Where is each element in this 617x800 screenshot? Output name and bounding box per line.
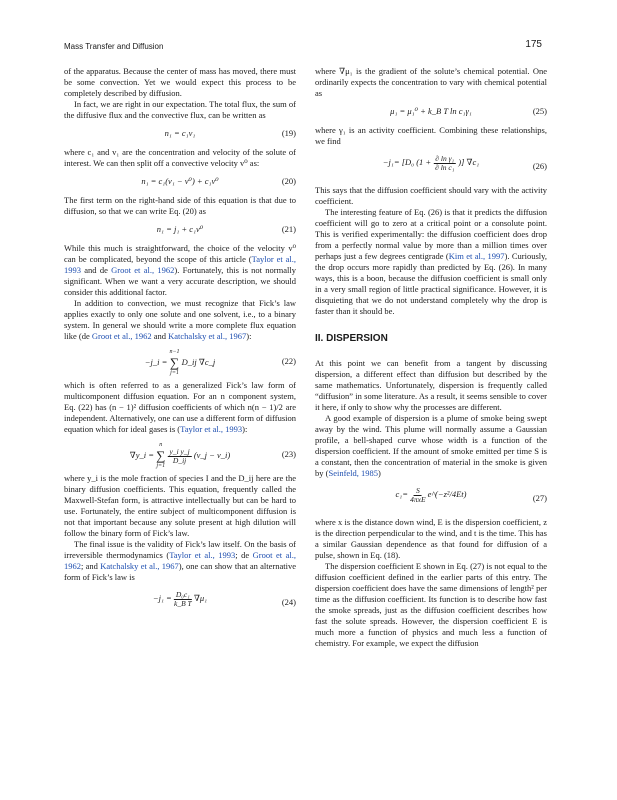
sum-upper: n−1 <box>169 349 180 355</box>
equation-body: n₁ = c₁v₁ <box>164 128 196 138</box>
text: The final issue is the validity of Fick’s law itself. On the basis of irreversible thermodynamics ( <box>64 539 296 560</box>
equation-body <box>130 442 230 470</box>
equation-number: (23) <box>281 449 296 459</box>
citation-link[interactable]: Groot et al., 1962 <box>91 331 152 341</box>
equation-lhs: −j_i = <box>144 356 168 367</box>
equation-body: n₁ = j₁ + c₁v⁰ <box>156 224 204 234</box>
sum-upper: n <box>159 442 163 448</box>
equation-21 <box>64 222 296 238</box>
paragraph <box>64 298 296 342</box>
numerator: y_i y_j <box>169 447 190 456</box>
text: While this much is straightforward, the choice of the velocity v⁰ can be complicated, beyond the scope of this article ( <box>64 243 296 264</box>
text: ), one can show that an alternative form of Fick’s law is <box>64 561 296 582</box>
text: A good example of dispersion is a plume of smoke being swept away by the wind. This plume will normally assume a Gaussian profile, a bell-shaped curve whose width is a function of the dispersion coefficient. If the amount of smoke emitted per time S is a constant, then the concentration of material in the smoke is given by ( <box>315 413 547 478</box>
equation-24 <box>64 588 296 616</box>
text: ): <box>246 331 252 341</box>
equation-26 <box>315 152 547 180</box>
equation-22 <box>64 347 296 375</box>
equation-number: (20) <box>281 176 296 186</box>
fraction <box>167 447 191 465</box>
equation-number: (21) <box>281 224 296 234</box>
equation-lhs: −j₁= [D₀ (1 + <box>382 156 432 167</box>
text: ) <box>378 468 381 478</box>
equation-body <box>396 486 467 504</box>
text: ; de <box>235 550 253 560</box>
paragraph: In fact, we are right in our expectation. The total flux, the sum of the diffusive flux and the convective flux, can be written as <box>64 99 296 120</box>
citation-link[interactable]: Katchalsky et al., 1967 <box>168 331 247 341</box>
citation-link[interactable]: Taylor et al., 1993 <box>169 550 236 560</box>
equation-23 <box>64 440 296 468</box>
equation-number: (27) <box>532 493 547 503</box>
summation: n ∑ j=1 <box>156 442 166 469</box>
equation-rhs: (v_j − v_i) <box>193 449 231 460</box>
paragraph: where ∇μ₁ is the gradient of the solute’s chemical potential. One ordinarily expects the concentration to vary with chemical potential as <box>315 66 547 98</box>
fraction <box>174 590 192 608</box>
equation-number: (24) <box>281 597 296 607</box>
text: ). Curiously, the drop occurs more rapidly than predicted by Eq. (26). In many ways, this is a boon, because the diffusion coefficient is small only in a very small region of little practical significance. However, it is disquieting that we do not understand completely why the drop is faster than it should be. <box>315 251 547 316</box>
equation-rhs: )] ∇c₁ <box>458 156 480 167</box>
text: In addition to convection, we must recognize that Fick’s law applies exactly to only one solute and one solvent, i.e., to a binary system. In general we should write a more complete flux equation like (de <box>64 298 296 341</box>
equation-number: (25) <box>532 106 547 116</box>
equation-body <box>145 349 215 377</box>
equation-rhs: e^(−z²/4Et) <box>427 488 467 499</box>
page-number: 175 <box>525 39 542 50</box>
equation-20 <box>64 174 296 190</box>
equation-number: (26) <box>532 161 547 171</box>
numerator: D₀c₁ <box>175 590 190 599</box>
paragraph <box>64 243 296 298</box>
equation-lhs: c₁= <box>395 488 409 499</box>
paragraph: where γ₁ is an activity coefficient. Combining these relationships, we find <box>315 125 547 146</box>
fraction <box>433 154 456 172</box>
sum-lower: j=1 <box>170 370 179 376</box>
paragraph: The first term on the right-hand side of this equation is that due to diffusion, so that we can write Eq. (20) as <box>64 195 296 216</box>
paragraph: of the apparatus. Because the center of mass has moved, there must be some convection. Yet we would expect this process to be completely described by diffusion. <box>64 66 296 98</box>
fraction <box>410 486 425 504</box>
equation-27 <box>315 484 547 512</box>
left-column <box>64 66 296 621</box>
text: which is often referred to as a generalized Fick’s law form of multicomponent diffusion equation. For an n component system, Eq. (22) has (n − 1)² diffusion coefficients of which n(n − 1)/2 are independent. Alternatively, one can use a different form of diffusion equation which for ideal gases is ( <box>64 380 296 434</box>
equation-number: (22) <box>281 356 296 366</box>
equation-19 <box>64 126 296 142</box>
paragraph: where y_i is the mole fraction of species I and the D_ij here are the binary diffusion coefficients. This equation, frequently called the Maxwell-Stefan form, is attractive intellectually but can be hard to use. Fortunately, the entire subject of multicomponent diffusion is not that important because any solute present at high dilution will follow the binary form of Fick’s law. <box>64 473 296 538</box>
paragraph: where c₁ and v₁ are the concentration and velocity of the solute of interest. We can then split off a convective velocity v⁰ as: <box>64 147 296 168</box>
equation-body <box>383 154 479 172</box>
paragraph: The dispersion coefficient E shown in Eq. (27) is not equal to the diffusion coefficient defined in the earlier parts of this entry. The dispersion coefficient does have the same dimensions of length² per time as the diffusion coefficient. Its function is to describe how fast the smoke spreads, just as the diffusion coefficient describes how fast the solute spreads. However, the dispersion coefficient E is much more a function of physics and much less a function of chemistry. For example, we expect the diffusion <box>315 561 547 648</box>
running-title: Mass Transfer and Diffusion <box>64 42 164 51</box>
text: and de <box>81 265 112 275</box>
paragraph <box>315 413 547 479</box>
numerator: ∂ ln γ₁ <box>435 154 455 163</box>
equation-rhs: ∇μ₁ <box>193 592 208 603</box>
text: The interesting feature of Eq. (26) is that it predicts the diffusion coefficient will go to zero at a critical point or a consolute point. This is verified experimentally: the diffusion coefficient does drop from a perfectly normal value by more than a million times over perhaps just a few degrees centigrade ( <box>315 207 547 261</box>
equation-body: μ₁ = μ₁⁰ + k_B T ln c₁γ₁ <box>390 106 472 116</box>
text: ). Fortunately, this is not normally significant. When we want a very accurate description, we should consider this additional factor. <box>64 265 296 297</box>
paragraph <box>64 380 296 435</box>
numerator: S <box>415 486 420 495</box>
paragraph: where x is the distance down wind, E is the dispersion coefficient, z is the direction perpendicular to the wind, and t is the time. This has a similar Gaussian dependence as that found for diffusion of a pulse, shown in Eq. (18). <box>315 517 547 560</box>
equation-rhs: D_ij ∇c_j <box>181 356 216 367</box>
equation-lhs: ∇y_i = <box>129 449 154 460</box>
equation-body: n₁ = c₁(v₁ − v⁰) + c₁v⁰ <box>141 176 219 186</box>
denominator: D_ij <box>172 456 187 465</box>
right-column <box>315 66 547 649</box>
section-heading: II. DISPERSION <box>315 333 388 344</box>
equation-25 <box>315 104 547 120</box>
text: ): <box>242 424 248 434</box>
paragraph <box>64 539 296 583</box>
summation: n−1 ∑ j=1 <box>169 349 180 376</box>
citation-link[interactable]: Katchalsky et al., 1967 <box>100 561 179 571</box>
paragraph: This says that the diffusion coefficient should vary with the activity coefficient. <box>315 185 547 206</box>
equation-lhs: −j₁ = <box>152 592 172 603</box>
denominator: k_B T <box>174 599 192 608</box>
citation-link[interactable]: Taylor et al., 1993 <box>64 254 296 275</box>
citation-link[interactable]: Taylor et al., 1993 <box>180 424 243 434</box>
denominator: 4πxE <box>410 495 426 504</box>
citation-link[interactable]: Kim et al., 1997 <box>448 251 505 261</box>
sum-lower: j=1 <box>156 463 166 469</box>
text: and <box>151 331 169 341</box>
text: ; and <box>81 561 101 571</box>
equation-body <box>153 590 207 608</box>
equation-number: (19) <box>281 128 296 138</box>
paragraph <box>315 207 547 317</box>
paragraph: At this point we can benefit from a tangent by discussing dispersion, a different effect than diffusion but described by the same mathematics. Unfortunately, dispersion is frequently called “diffusion” in some literature. As a result, it seems sensible to cover it here, if only to show why the processes are different. <box>315 358 547 412</box>
denominator: ∂ ln c₁ <box>435 163 455 172</box>
citation-link[interactable]: Groot et al., 1962 <box>111 265 175 275</box>
citation-link[interactable]: Seinfeld, 1985 <box>328 468 379 478</box>
citation-link[interactable]: Groot et al., 1962 <box>64 550 296 571</box>
